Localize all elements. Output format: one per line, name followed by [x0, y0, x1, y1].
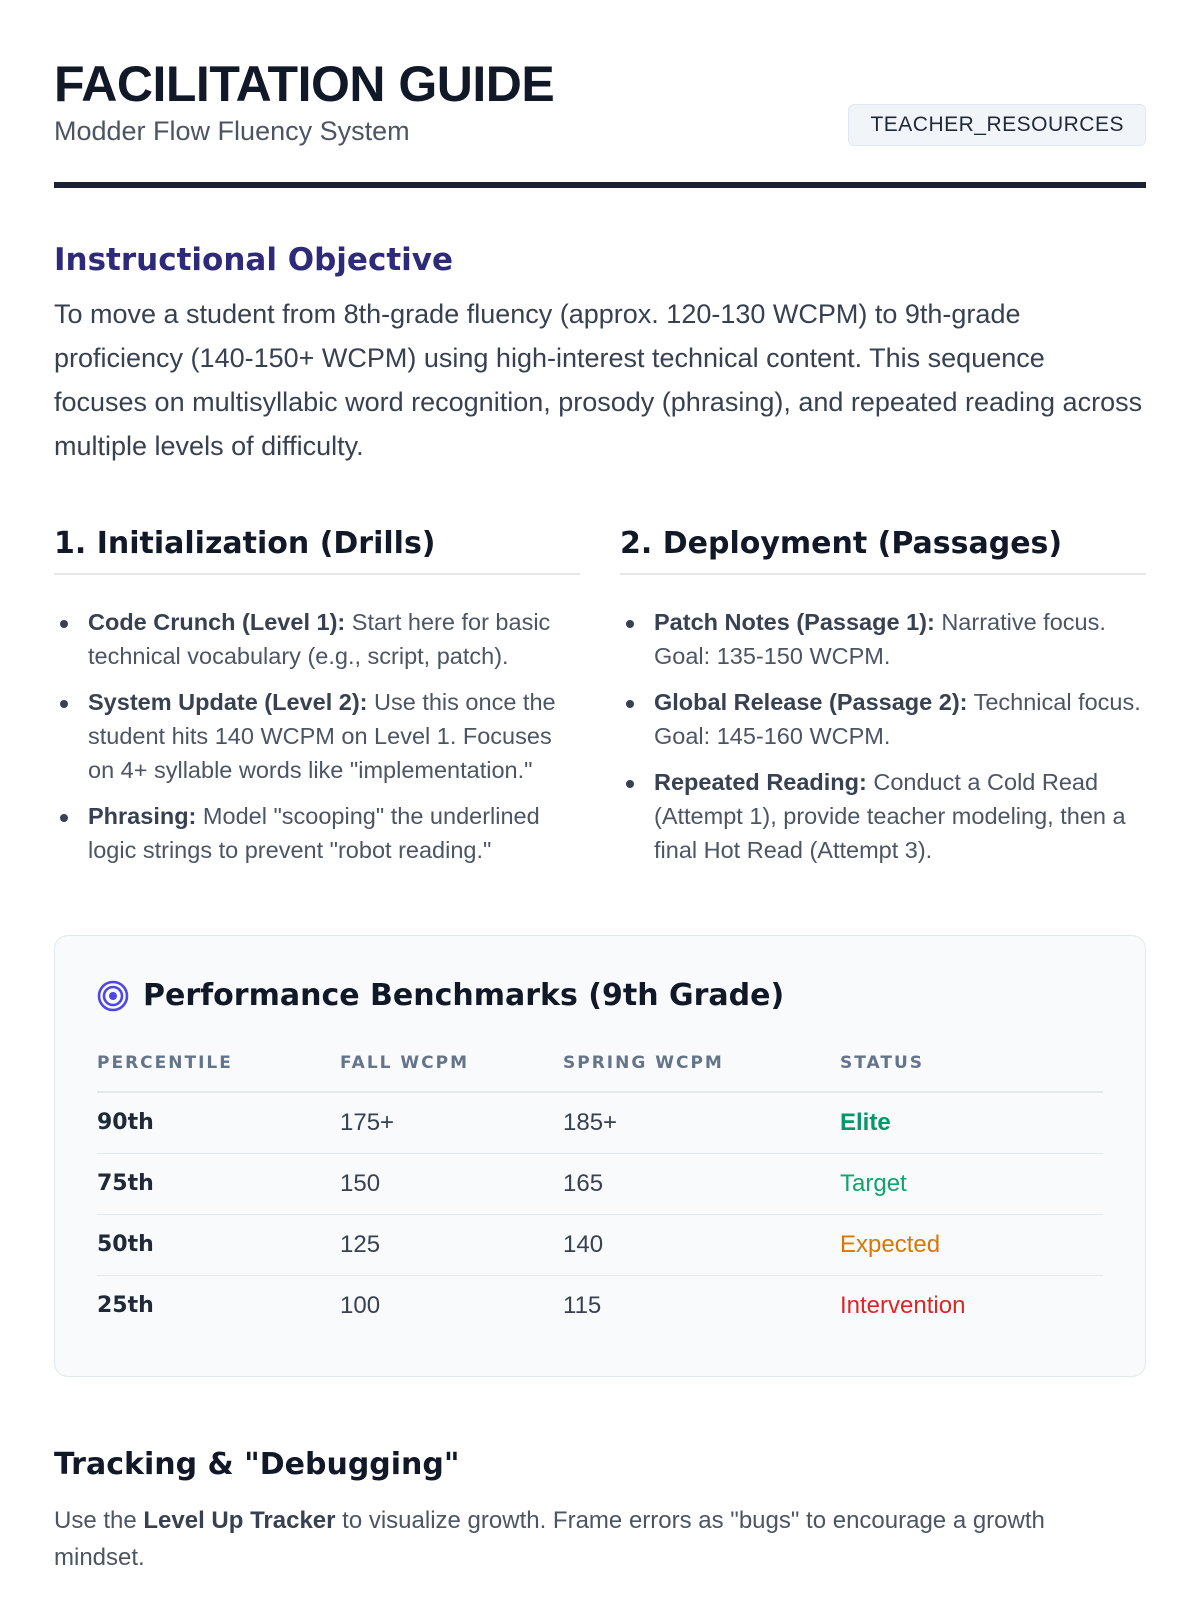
- list-item-term: Phrasing:: [88, 803, 197, 829]
- cell-fall: 125: [340, 1214, 563, 1275]
- list-item-term: System Update (Level 2):: [88, 689, 368, 715]
- list-item: [620, 765, 1146, 867]
- benchmarks-header: [97, 978, 1103, 1013]
- list-item: [620, 605, 1146, 673]
- benchmarks-title: Performance Benchmarks (9th Grade): [143, 978, 785, 1013]
- list-item-term: Patch Notes (Passage 1):: [654, 609, 935, 635]
- list-item-term: Code Crunch (Level 1):: [88, 609, 346, 635]
- list-item-text: Narrative focus. Goal: 135-150 WCPM.: [654, 609, 1106, 669]
- objective-section: [54, 242, 1146, 468]
- benchmarks-card: [54, 935, 1146, 1377]
- cell-fall: 175+: [340, 1092, 563, 1153]
- cell-percentile: 50th: [97, 1214, 340, 1275]
- tracking-text-after: to visualize growth. Frame errors as "bugs" to encourage a growth mindset.: [54, 1507, 1045, 1571]
- column-header-status: STATUS: [840, 1053, 1103, 1092]
- list-item-text: Conduct a Cold Read (Attempt 1), provide teacher modeling, then a final Hot Read (Attempt 3).: [654, 769, 1126, 863]
- list-item: [54, 799, 580, 867]
- tracking-section: [54, 1447, 1146, 1576]
- initialization-heading: 1. Initialization (Drills): [54, 526, 580, 575]
- objective-body: To move a student from 8th-grade fluency (approx. 120-130 WCPM) to 9th-grade proficiency (140-150+ WCPM) using high-interest technical content. This sequence focuses on multisyllabic word recognition, prosody (phrasing), and repeated reading across multiple levels of difficulty.: [54, 299, 1143, 461]
- cell-status: Intervention: [840, 1291, 966, 1319]
- list-item-term: Global Release (Passage 2):: [654, 689, 968, 715]
- cell-status: Elite: [840, 1092, 1103, 1153]
- tracking-heading: Tracking & "Debugging": [54, 1447, 460, 1482]
- page-title: FACILITATION GUIDE: [54, 56, 555, 112]
- benchmarks-table: [97, 1053, 1103, 1336]
- list-item: [620, 685, 1146, 753]
- cell-fall: 100: [340, 1291, 381, 1319]
- deployment-heading: 2. Deployment (Passages): [620, 526, 1146, 575]
- list-item: [54, 605, 580, 673]
- table-row: [97, 1275, 1103, 1336]
- cell-percentile: 90th: [97, 1092, 340, 1153]
- deployment-column: [620, 526, 1146, 879]
- column-header-fall: FALL WCPM: [340, 1053, 563, 1092]
- page-header: [54, 0, 1146, 188]
- tracking-text-before: Use the: [54, 1507, 144, 1534]
- cell-spring: 185+: [563, 1092, 840, 1153]
- cell-spring: 165: [563, 1153, 840, 1214]
- list-item-text: Technical focus. Goal: 145-160 WCPM.: [654, 689, 1141, 749]
- cell-percentile: 75th: [97, 1153, 340, 1214]
- cell-spring: 115: [563, 1291, 602, 1319]
- list-item-text: Start here for basic technical vocabulary (e.g., script, patch).: [88, 609, 551, 669]
- column-header-percentile: PERCENTILE: [97, 1053, 340, 1092]
- two-column-section: [54, 526, 1146, 879]
- list-item-text: Use this once the student hits 140 WCPM on Level 1. Focuses on 4+ syllable words like "implementation.": [88, 689, 556, 783]
- table-header-row: [97, 1053, 1103, 1092]
- objective-heading: Instructional Objective: [54, 242, 454, 278]
- initialization-column: [54, 526, 580, 879]
- target-icon: [97, 980, 129, 1012]
- table-row: [97, 1153, 1103, 1214]
- initialization-list: [54, 605, 580, 867]
- cell-spring: 140: [563, 1214, 840, 1275]
- resource-badge: TEACHER_RESOURCES: [848, 104, 1146, 146]
- list-item-text: Model "scooping" the underlined logic strings to prevent "robot reading.": [88, 803, 540, 863]
- list-item: [54, 685, 580, 787]
- tracking-body: [54, 1502, 1114, 1576]
- deployment-list: [620, 605, 1146, 867]
- cell-status: Target: [840, 1153, 1103, 1214]
- cell-status: Expected: [840, 1214, 1103, 1275]
- cell-percentile: 25th: [97, 1293, 154, 1319]
- table-row: [97, 1092, 1103, 1153]
- page-subtitle: Modder Flow Fluency System: [54, 116, 410, 146]
- tracking-tool-name: Level Up Tracker: [143, 1507, 336, 1534]
- list-item-term: Repeated Reading:: [654, 769, 867, 795]
- table-row: [97, 1214, 1103, 1275]
- column-header-spring: SPRING WCPM: [563, 1053, 840, 1092]
- cell-fall: 150: [340, 1153, 563, 1214]
